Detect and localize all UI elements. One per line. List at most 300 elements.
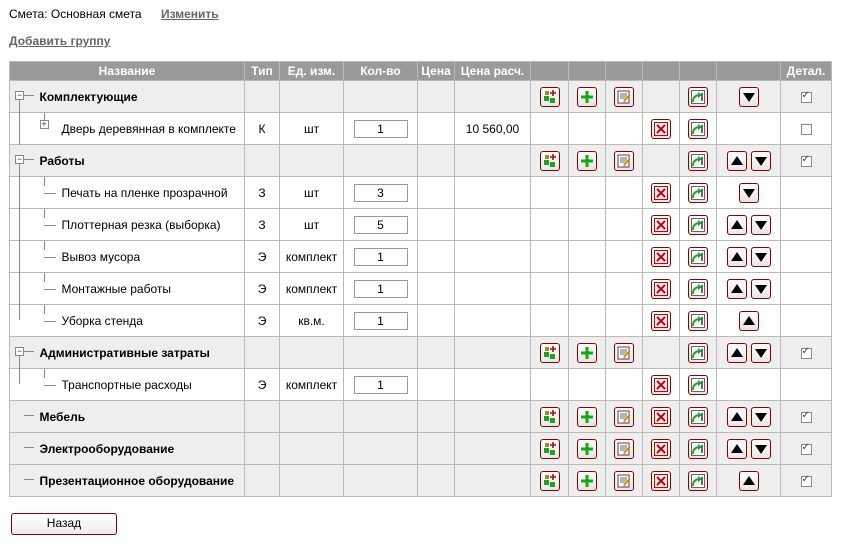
up-button[interactable] [739, 311, 759, 331]
name-cell [34, 465, 245, 497]
name-cell [34, 305, 245, 337]
action-cell [680, 337, 717, 369]
col-price-header: Цена [418, 62, 455, 81]
row-name: Монтажные работы [61, 281, 172, 296]
move-button[interactable] [688, 375, 708, 395]
add-sub-button[interactable] [540, 407, 560, 427]
edit-button[interactable] [614, 439, 634, 459]
tree-lines [10, 81, 34, 113]
move-button[interactable] [688, 87, 708, 107]
move-button[interactable] [688, 215, 708, 235]
action-cell [643, 241, 680, 273]
collapse-toggle[interactable]: − [16, 90, 23, 100]
row-name: Комплектующие [39, 89, 138, 104]
price-calc-cell [455, 433, 531, 465]
type-cell [245, 465, 280, 497]
type-cell [245, 177, 280, 209]
price-cell [418, 209, 455, 241]
col-action-header [531, 62, 569, 81]
row-type: К [258, 121, 266, 136]
type-cell [245, 209, 280, 241]
detail-cell [781, 305, 832, 337]
col-action-header [643, 62, 680, 81]
add-button[interactable] [577, 343, 597, 363]
price-calc-cell [455, 305, 531, 337]
item-row [10, 305, 832, 337]
price-calc-cell [455, 369, 531, 401]
name-cell [34, 113, 245, 145]
tree-lines [10, 145, 34, 177]
action-cell [569, 241, 606, 273]
order-cell [717, 241, 781, 273]
row-name: Работы [39, 153, 85, 168]
detail-checkbox[interactable] [801, 476, 812, 487]
move-button[interactable] [688, 119, 708, 139]
action-cell [606, 241, 643, 273]
name-cell [34, 209, 245, 241]
move-button[interactable] [688, 311, 708, 331]
type-cell [245, 241, 280, 273]
detail-cell [781, 337, 832, 369]
item-row [10, 209, 832, 241]
action-cell [643, 209, 680, 241]
delete-button[interactable] [651, 407, 671, 427]
price-calc-cell [455, 401, 531, 433]
up-button[interactable] [727, 343, 747, 363]
qty-cell [344, 209, 418, 241]
action-cell [569, 209, 606, 241]
unit-cell [280, 145, 344, 177]
col-type-header: Тип [245, 62, 280, 81]
table-header-row [10, 62, 832, 81]
tree-lines [10, 305, 34, 337]
up-button[interactable] [727, 407, 747, 427]
action-cell [643, 369, 680, 401]
qty-cell [344, 177, 418, 209]
price-cell [418, 177, 455, 209]
price-calc-cell [455, 145, 531, 177]
name-cell [34, 433, 245, 465]
type-cell [245, 113, 280, 145]
delete-button[interactable] [651, 183, 671, 203]
quantity-input[interactable] [354, 248, 408, 266]
estimate-header [9, 7, 219, 21]
detail-checkbox[interactable] [801, 444, 812, 455]
action-cell [569, 433, 606, 465]
up-button[interactable] [727, 151, 747, 171]
action-cell [680, 305, 717, 337]
action-cell [680, 401, 717, 433]
action-cell [643, 145, 680, 177]
qty-cell [344, 369, 418, 401]
add-button[interactable] [577, 87, 597, 107]
unit-cell [280, 401, 344, 433]
detail-cell [781, 401, 832, 433]
group-row [10, 337, 832, 369]
estimate-name: Основная смета [50, 7, 142, 21]
price-cell [418, 433, 455, 465]
down-button[interactable] [751, 279, 771, 299]
action-cell [531, 81, 569, 113]
add-group-link[interactable]: Добавить группу [9, 34, 111, 48]
edit-button[interactable] [614, 87, 634, 107]
detail-cell [781, 209, 832, 241]
move-button[interactable] [688, 183, 708, 203]
action-cell [606, 433, 643, 465]
detail-cell [781, 433, 832, 465]
collapse-toggle[interactable]: − [16, 346, 23, 356]
row-unit: комплект [285, 249, 338, 264]
detail-cell [781, 145, 832, 177]
item-row [10, 273, 832, 305]
action-cell [531, 337, 569, 369]
action-cell [680, 241, 717, 273]
row-name: Транспортные расходы [61, 377, 192, 392]
row-price-calc: 10 560,00 [465, 121, 520, 136]
detail-cell [781, 241, 832, 273]
add-button[interactable] [577, 471, 597, 491]
name-cell [34, 81, 245, 113]
quantity-input[interactable] [354, 376, 408, 394]
type-cell [245, 273, 280, 305]
unit-cell [280, 113, 344, 145]
down-button[interactable] [751, 343, 771, 363]
unit-cell [280, 369, 344, 401]
row-type: З [258, 217, 266, 232]
tree-lines [10, 177, 34, 209]
edit-button[interactable] [614, 471, 634, 491]
add-button[interactable] [577, 407, 597, 427]
action-cell [680, 465, 717, 497]
action-cell [680, 433, 717, 465]
row-type: З [258, 185, 266, 200]
col-action-header [717, 62, 781, 81]
order-cell [717, 273, 781, 305]
expand-toggle[interactable]: + [41, 118, 47, 129]
action-cell [606, 209, 643, 241]
edit-button[interactable] [614, 151, 634, 171]
detail-checkbox[interactable] [801, 124, 812, 135]
item-row [10, 177, 832, 209]
price-calc-cell [455, 273, 531, 305]
detail-checkbox[interactable] [801, 348, 812, 359]
action-cell [643, 337, 680, 369]
collapse-toggle[interactable]: − [16, 154, 23, 164]
tree-lines [10, 337, 34, 369]
type-cell [245, 433, 280, 465]
action-cell [643, 113, 680, 145]
estimate-label: Смета: [9, 7, 48, 21]
quantity-input[interactable] [354, 120, 408, 138]
action-cell [606, 113, 643, 145]
qty-cell [344, 465, 418, 497]
unit-cell [280, 81, 344, 113]
action-cell [569, 465, 606, 497]
order-cell [717, 209, 781, 241]
unit-cell [280, 465, 344, 497]
type-cell [245, 369, 280, 401]
detail-cell [781, 113, 832, 145]
action-cell [643, 273, 680, 305]
move-button[interactable] [688, 471, 708, 491]
qty-cell [344, 305, 418, 337]
down-button[interactable] [739, 183, 759, 203]
delete-button[interactable] [651, 247, 671, 267]
add-sub-button[interactable] [540, 439, 560, 459]
name-cell [34, 337, 245, 369]
delete-button[interactable] [651, 279, 671, 299]
action-cell [643, 465, 680, 497]
row-unit: кв.м. [298, 313, 325, 328]
action-cell [531, 241, 569, 273]
col-action-header [606, 62, 643, 81]
group-row [10, 465, 832, 497]
add-button[interactable] [577, 439, 597, 459]
qty-cell [344, 433, 418, 465]
order-cell [717, 401, 781, 433]
unit-cell [280, 273, 344, 305]
delete-button[interactable] [651, 119, 671, 139]
action-cell [643, 305, 680, 337]
price-cell [418, 401, 455, 433]
action-cell [531, 209, 569, 241]
type-cell [245, 401, 280, 433]
col-detail-header: Детал. [781, 62, 832, 81]
price-calc-cell [455, 241, 531, 273]
action-cell [569, 177, 606, 209]
move-button[interactable] [688, 151, 708, 171]
delete-button[interactable] [651, 471, 671, 491]
row-name: Печать на пленке прозрачной [61, 185, 228, 200]
detail-cell [781, 177, 832, 209]
col-action-header [680, 62, 717, 81]
row-name: Презентационное оборудование [39, 473, 235, 488]
move-button[interactable] [688, 407, 708, 427]
down-button[interactable] [751, 151, 771, 171]
action-cell [606, 401, 643, 433]
order-cell [717, 433, 781, 465]
price-cell [418, 465, 455, 497]
action-cell [569, 113, 606, 145]
move-button[interactable] [688, 343, 708, 363]
price-cell [418, 305, 455, 337]
quantity-input[interactable] [354, 312, 408, 330]
delete-button[interactable] [651, 311, 671, 331]
action-cell [531, 273, 569, 305]
price-calc-cell [455, 81, 531, 113]
detail-checkbox[interactable] [801, 412, 812, 423]
action-cell [606, 273, 643, 305]
row-type: Э [257, 313, 267, 328]
price-calc-cell [455, 177, 531, 209]
move-button[interactable] [688, 247, 708, 267]
action-cell [643, 177, 680, 209]
group-row [10, 433, 832, 465]
col-action-header [569, 62, 606, 81]
delete-button[interactable] [651, 439, 671, 459]
unit-cell [280, 177, 344, 209]
action-cell [531, 177, 569, 209]
delete-button[interactable] [651, 375, 671, 395]
action-cell [569, 145, 606, 177]
action-cell [531, 401, 569, 433]
detail-cell [781, 81, 832, 113]
row-name: Плоттерная резка (выборка) [61, 217, 221, 232]
add-sub-button[interactable] [540, 343, 560, 363]
action-cell [606, 369, 643, 401]
order-cell [717, 465, 781, 497]
action-cell [569, 81, 606, 113]
qty-cell [344, 145, 418, 177]
detail-cell [781, 273, 832, 305]
action-cell [680, 177, 717, 209]
add-sub-button[interactable] [540, 471, 560, 491]
tree-lines [10, 433, 34, 465]
order-cell [717, 369, 781, 401]
delete-button[interactable] [651, 215, 671, 235]
price-cell [418, 337, 455, 369]
action-cell [680, 209, 717, 241]
name-cell [34, 401, 245, 433]
action-cell [606, 81, 643, 113]
detail-cell [781, 465, 832, 497]
row-unit: шт [303, 185, 320, 200]
group-row [10, 401, 832, 433]
price-cell [418, 113, 455, 145]
up-button[interactable] [727, 439, 747, 459]
back-button[interactable]: Назад [11, 513, 117, 535]
price-cell [418, 273, 455, 305]
row-name: Дверь деревянная в комплекте [61, 121, 236, 136]
type-cell [245, 81, 280, 113]
edit-button[interactable] [614, 343, 634, 363]
price-cell [418, 369, 455, 401]
add-sub-button[interactable] [540, 151, 560, 171]
edit-estimate-link[interactable]: Изменить [160, 7, 219, 21]
action-cell [569, 305, 606, 337]
action-cell [680, 145, 717, 177]
name-cell [34, 145, 245, 177]
tree-lines [10, 113, 34, 145]
up-button[interactable] [727, 215, 747, 235]
row-type: Э [257, 249, 267, 264]
action-cell [680, 369, 717, 401]
action-cell [531, 113, 569, 145]
down-button[interactable] [751, 439, 771, 459]
col-name-header: Название [10, 62, 245, 81]
action-cell [606, 465, 643, 497]
action-cell [531, 369, 569, 401]
action-cell [643, 401, 680, 433]
unit-cell [280, 209, 344, 241]
action-cell [531, 145, 569, 177]
up-button[interactable] [727, 247, 747, 267]
detail-checkbox[interactable] [801, 92, 812, 103]
type-cell [245, 337, 280, 369]
price-cell [418, 145, 455, 177]
move-button[interactable] [688, 439, 708, 459]
action-cell [680, 273, 717, 305]
action-cell [680, 113, 717, 145]
action-cell [643, 433, 680, 465]
unit-cell [280, 241, 344, 273]
item-row [10, 241, 832, 273]
qty-cell [344, 273, 418, 305]
action-cell [531, 305, 569, 337]
quantity-input[interactable] [354, 184, 408, 202]
name-cell [34, 273, 245, 305]
qty-cell [344, 113, 418, 145]
qty-cell [344, 401, 418, 433]
tree-lines [10, 369, 34, 401]
row-name: Административные затраты [39, 345, 210, 360]
price-calc-cell [455, 113, 531, 145]
action-cell [569, 369, 606, 401]
down-button[interactable] [751, 215, 771, 235]
order-cell [717, 113, 781, 145]
quantity-input[interactable] [354, 216, 408, 234]
qty-cell [344, 81, 418, 113]
row-unit: шт [303, 121, 320, 136]
row-name: Мебель [39, 409, 86, 424]
move-button[interactable] [688, 279, 708, 299]
add-button[interactable] [577, 151, 597, 171]
row-name: Электрооборудование [39, 441, 175, 456]
down-button[interactable] [751, 407, 771, 427]
add-sub-button[interactable] [540, 87, 560, 107]
name-cell [34, 177, 245, 209]
edit-button[interactable] [614, 407, 634, 427]
row-unit: шт [303, 217, 320, 232]
up-button[interactable] [727, 279, 747, 299]
action-cell [606, 337, 643, 369]
action-cell [643, 81, 680, 113]
qty-cell [344, 337, 418, 369]
type-cell [245, 145, 280, 177]
estimate-table [9, 61, 832, 497]
detail-checkbox[interactable] [801, 156, 812, 167]
order-cell [717, 337, 781, 369]
action-cell [569, 273, 606, 305]
price-cell [418, 241, 455, 273]
tree-lines [10, 465, 34, 497]
action-cell [606, 177, 643, 209]
col-qty-header: Кол-во [344, 62, 418, 81]
price-calc-cell [455, 465, 531, 497]
tree-lines [10, 241, 34, 273]
row-type: Э [257, 281, 267, 296]
up-button[interactable] [739, 471, 759, 491]
tree-lines [10, 209, 34, 241]
down-button[interactable] [739, 87, 759, 107]
order-cell [717, 177, 781, 209]
order-cell [717, 81, 781, 113]
down-button[interactable] [751, 247, 771, 267]
item-row [10, 369, 832, 401]
unit-cell [280, 305, 344, 337]
qty-cell [344, 241, 418, 273]
col-unit-header: Ед. изм. [280, 62, 344, 81]
order-cell [717, 145, 781, 177]
tree-lines [10, 273, 34, 305]
quantity-input[interactable] [354, 280, 408, 298]
action-cell [606, 145, 643, 177]
col-price-calc-header: Цена расч. [455, 62, 531, 81]
action-cell [680, 81, 717, 113]
action-cell [569, 401, 606, 433]
name-cell [34, 369, 245, 401]
tree-lines [10, 401, 34, 433]
